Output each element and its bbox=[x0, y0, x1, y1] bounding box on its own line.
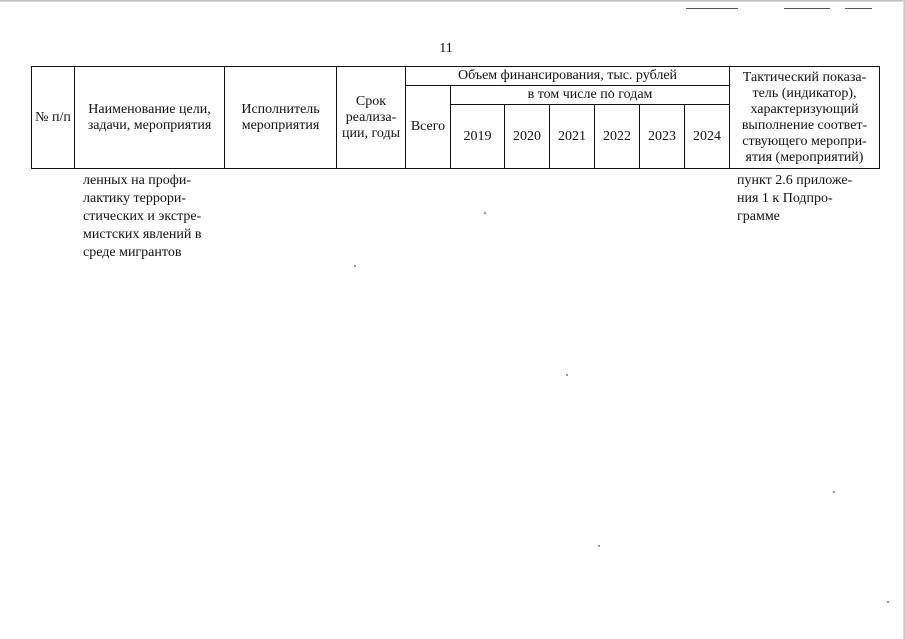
text-line: мистских явлений в bbox=[83, 227, 202, 242]
scan-speck bbox=[566, 374, 568, 376]
scan-speck bbox=[887, 601, 889, 603]
scan-mark bbox=[686, 8, 738, 9]
scan-speck bbox=[598, 545, 600, 547]
continuation-indicator-text bbox=[737, 172, 875, 226]
col-header-executor: Исполнитель мероприятия bbox=[225, 67, 337, 169]
col-header-name: Наименование цели, задачи, мероприятия bbox=[75, 67, 225, 169]
col-header-indicator: Тактический показа- тель (индикатор), характеризующий выполнение соответ- ствующего меропри- ятия (мероприятий) bbox=[730, 67, 880, 169]
text-line: стических и экстре- bbox=[83, 209, 202, 224]
text-line: среде мигрантов bbox=[83, 245, 182, 260]
col-header-year-2024: 2024 bbox=[685, 105, 730, 169]
scan-mark bbox=[845, 8, 872, 9]
scan-speck bbox=[833, 491, 835, 493]
col-header-year-2020: 2020 bbox=[505, 105, 550, 169]
financing-table-header bbox=[31, 66, 880, 169]
col-header-by-year: в том числе по годам bbox=[451, 86, 730, 105]
scan-speck bbox=[484, 212, 486, 214]
col-header-year-2023: 2023 bbox=[640, 105, 685, 169]
text-line: пункт 2.6 приложе- bbox=[737, 173, 853, 188]
text-line: ния 1 к Подпро- bbox=[737, 191, 833, 206]
scan-speck bbox=[354, 265, 356, 267]
text-line: ленных на профи- bbox=[83, 173, 192, 188]
col-header-funding: Объем финансирования, тыс. рублей bbox=[406, 67, 730, 86]
col-header-year-2019: 2019 bbox=[451, 105, 505, 169]
scan-top-edge bbox=[0, 0, 905, 2]
text-line: грамме bbox=[737, 209, 780, 224]
continuation-name-text bbox=[83, 172, 218, 262]
col-header-number: № п/п bbox=[32, 67, 75, 169]
col-header-year-2021: 2021 bbox=[550, 105, 595, 169]
text-line: лактику террори- bbox=[83, 191, 187, 206]
col-header-period: Срок реализа- ции, годы bbox=[337, 67, 406, 169]
scan-mark bbox=[784, 8, 830, 9]
col-header-total: Всего bbox=[406, 86, 451, 169]
page-number: 11 bbox=[439, 41, 453, 56]
col-header-year-2022: 2022 bbox=[595, 105, 640, 169]
